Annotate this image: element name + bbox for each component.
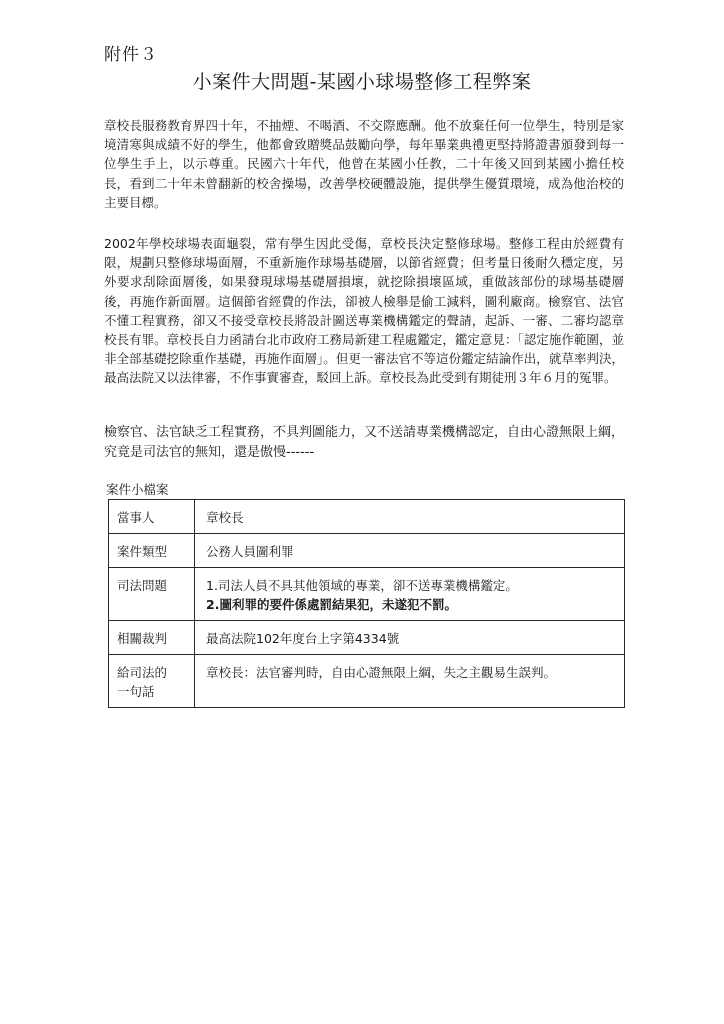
- row-value-judicial-issue: [195, 568, 625, 621]
- row-label-case-type: 案件類型: [109, 534, 195, 568]
- paragraph-principal-background: 章校長服務教育界四十年，不抽煙、不喝酒、不交際應酬。他不放棄任何一位學生，特別是家境清寒與成績不好的學生，他都會致贈獎品鼓勵向學，每年畢業典禮更堅持將證書頒發到每一位學生手上，以示尊重。民國六十年代，他曾在某國小任教，二十年後又回到某國小擔任校長，看到二十年未曾翻新的校舍操場，改善學校硬體設施，提供學生優質環境，成為他治校的主要目標。: [104, 118, 624, 210]
- paragraph-case-facts: 2002年學校球場表面龜裂，常有學生因此受傷，章校長決定整修球場。整修工程由於經費有限，規劃只整修球場面層，不重新施作球場基礎層，以節省經費；但考量日後耐久穩定度，另外要求刮除面層後，如果發現球場基礎層損壞，就挖除損壞區域，重做該部份的球場基礎層後，再施作新面層。這個節省經費的作法，卻被人檢舉是偷工減料，圖利廠商。檢察官、法官不懂工程實務，卻又不接受章校長將設計圖送專業機構鑑定的聲請，起訴、一審、二審均認章校長有罪。章校長自力函請台北市政府工務局新建工程處鑑定，鑑定意見：「認定施作範圍，並非全部基礎挖除重作基礎，再施作面層」。但更一審法官不等這份鑑定結論作出，就草率判決，最高法院又以法律審，不作事實審查，駁回上訴。章校長為此受到有期徒刑３年６月的冤罪。: [104, 236, 624, 386]
- row-label-related-ruling: 相關裁判: [109, 621, 195, 655]
- case-file-table: [108, 499, 625, 708]
- row-value-case-type: 公務人員圖利罪: [195, 534, 625, 568]
- row-label-message-to-judiciary: [109, 655, 195, 708]
- row-label-party: 當事人: [109, 500, 195, 534]
- row-value-party: 章校長: [195, 500, 625, 534]
- message-label-line-1: 給司法的: [117, 665, 168, 680]
- annex-label: 附件３: [104, 45, 158, 65]
- judicial-issue-point-2: 2.圖利罪的要件係處罰結果犯，未遂犯不罰。: [206, 597, 457, 612]
- judicial-issue-point-1: 1.司法人員不具其他領域的專業，卻不送專業機構鑑定。: [206, 578, 518, 593]
- table-row: [109, 655, 625, 708]
- table-row: [109, 534, 625, 568]
- row-value-related-ruling: 最高法院102年度台上字第4334號: [195, 621, 625, 655]
- row-value-message-to-judiciary: 章校長：法官審判時，自由心證無限上綱，失之主觀易生誤判。: [195, 655, 625, 708]
- message-label-line-2: 一句話: [117, 684, 155, 699]
- case-file-caption: 案件小檔案: [106, 482, 169, 497]
- table-row: [109, 500, 625, 534]
- row-label-judicial-issue: 司法問題: [109, 568, 195, 621]
- table-row: [109, 568, 625, 621]
- document-title: 小案件大問題-某國小球場整修工程弊案: [192, 71, 532, 93]
- paragraph-commentary: 檢察官、法官缺乏工程實務，不具判圖能力，又不送請專業機構認定，自由心證無限上綱，究竟是司法官的無知，還是傲慢------: [104, 425, 625, 460]
- table-row: [109, 621, 625, 655]
